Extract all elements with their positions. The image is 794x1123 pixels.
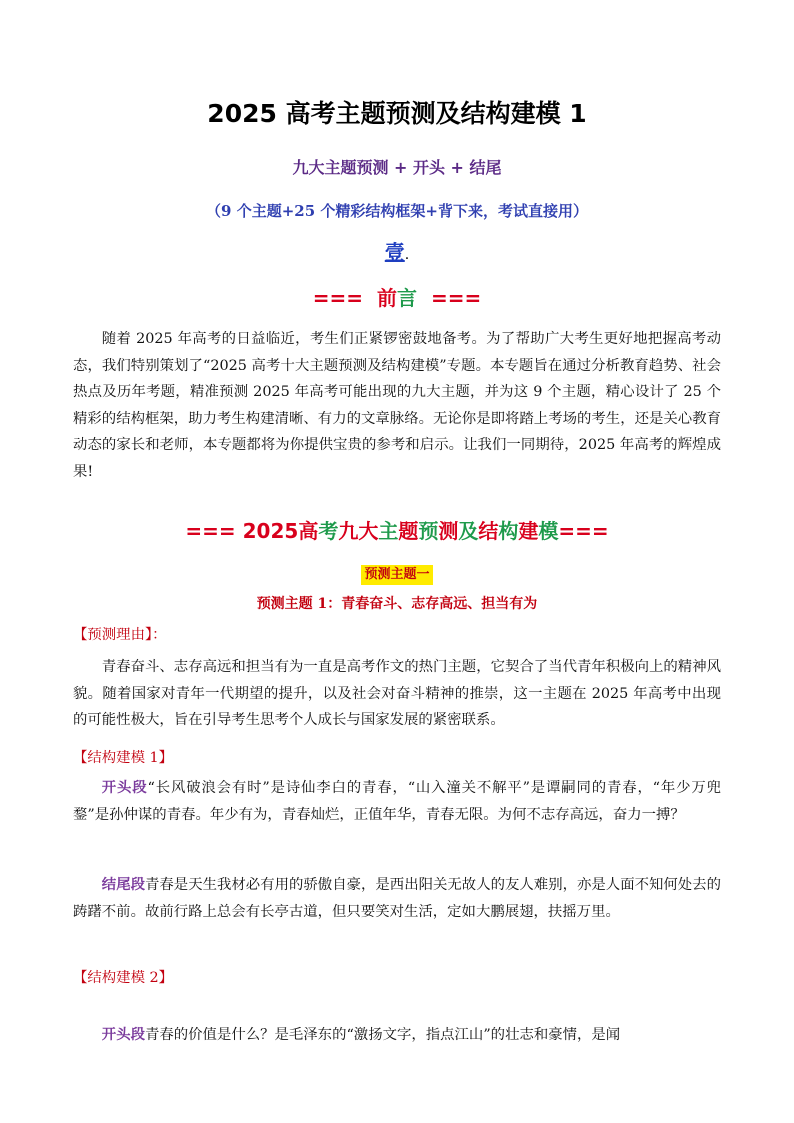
theme-banner-part: 测 [438,519,459,543]
opening-tag: 开头段 [101,1026,145,1043]
theme-banner-deco-right: === [558,519,609,543]
model-2-opening-paragraph [73,1022,721,1049]
theme-banner [0,517,794,545]
preface-title-part1: 前 [377,286,397,310]
theme-banner-deco-left: === [185,519,236,543]
theme-banner-part: 结 [478,519,499,543]
theme-banner-part: 考 [318,519,339,543]
opening-text: 青春的价值是什么？是毛泽东的“激扬文字，指点江山”的壮志和豪情，是闻 [144,1027,621,1043]
theme-banner-part: 题 [398,519,419,543]
theme-banner-part: 2025 [242,519,299,543]
closing-text: 青春是天生我材必有用的骄傲自豪，是西出阳关无故人的友人难别，亦是人面不知何处去的踌躇不前。故前行路上总会有长亭古道，但只要笑对生活，定如大鹏展翅，扶摇万里。 [73,877,721,920]
preface-paragraph: 随着 2025 年高考的日益临近，考生们正紧锣密鼓地备考。为了帮助广大考生更好地把握高考动态，我们特别策划了“2025 高考十大主题预测及结构建模”专题。本专题旨在通过分析教育趋势、社会热点及历年考题，精准预测 2025 年高考可能出现的九大主题，并为这 9 个主题，精心设计了 25 个精彩的结构框架，助力考生构建清晰、有力的文章脉络。无论你是即将踏上考场的考生，还是关心教育动态的家长和老师，本专题都将为你提供宝贵的参考和启示。让我们一同期待，2025 年高考的辉煌成果! [73,331,721,480]
closing-tag: 结尾段 [101,876,145,893]
document-subtitle: 九大主题预测 + 开头 + 结尾 [292,158,502,177]
reason-paragraph: 青春奋斗、志存高远和担当有为一直是高考作文的热门主题，它契合了当代青年积极向上的精神风貌。随着国家对青年一代期望的提升，以及社会对奋斗精神的推崇，这一主题在 2025 年高考中出现的可能性极大，旨在引导考生思考个人成长与国家发展的紧密联系。 [73,659,721,728]
structure-model-1-label: 【结构建模 1】 [73,750,174,766]
opening-text: “长风破浪会有时”是诗仙李白的青春，“山入潼关不解平”是谭嗣同的青春，“年少万兜鍪”是孙仲谋的青春。年少有为，青春灿烂，正值年华，青春无限。为何不志存高远，奋力一搏？ [73,780,721,823]
model-1-closing-paragraph [73,872,721,925]
theme-banner-part: 预 [418,519,439,543]
chapter-number-text: 壹 [384,240,405,264]
theme-banner-part: 建 [518,519,539,543]
topic-badge: 预测主题一 [361,565,432,585]
theme-banner-part: 模 [538,519,559,543]
model-1-opening-paragraph [73,775,721,828]
theme-banner-part: 九 [338,519,359,543]
document-title: 2025 高考主题预测及结构建模 1 [207,99,587,128]
theme-banner-part: 构 [498,519,519,543]
preface-title-part2: 言 [397,286,417,310]
topic-badge-row [0,563,794,585]
theme-banner-part: 及 [458,519,479,543]
theme-banner-part: 大 [358,519,379,543]
structure-model-2-label: 【结构建模 2】 [73,970,174,986]
preface-deco-left: === [312,286,364,310]
chapter-number [0,238,794,269]
opening-tag: 开头段 [101,779,148,796]
topic-title: 预测主题 1：青春奋斗、志存高远、担当有为 [256,596,538,612]
chapter-number-dot: . [404,247,410,263]
document-note: （9 个主题+25 个精彩结构框架+背下来，考试直接用） [206,202,588,220]
reason-label: 【预测理由】： [73,627,167,643]
theme-banner-part: 高 [298,519,319,543]
theme-banner-part: 主 [378,519,399,543]
preface-heading [0,284,794,312]
preface-deco-right: === [430,286,482,310]
